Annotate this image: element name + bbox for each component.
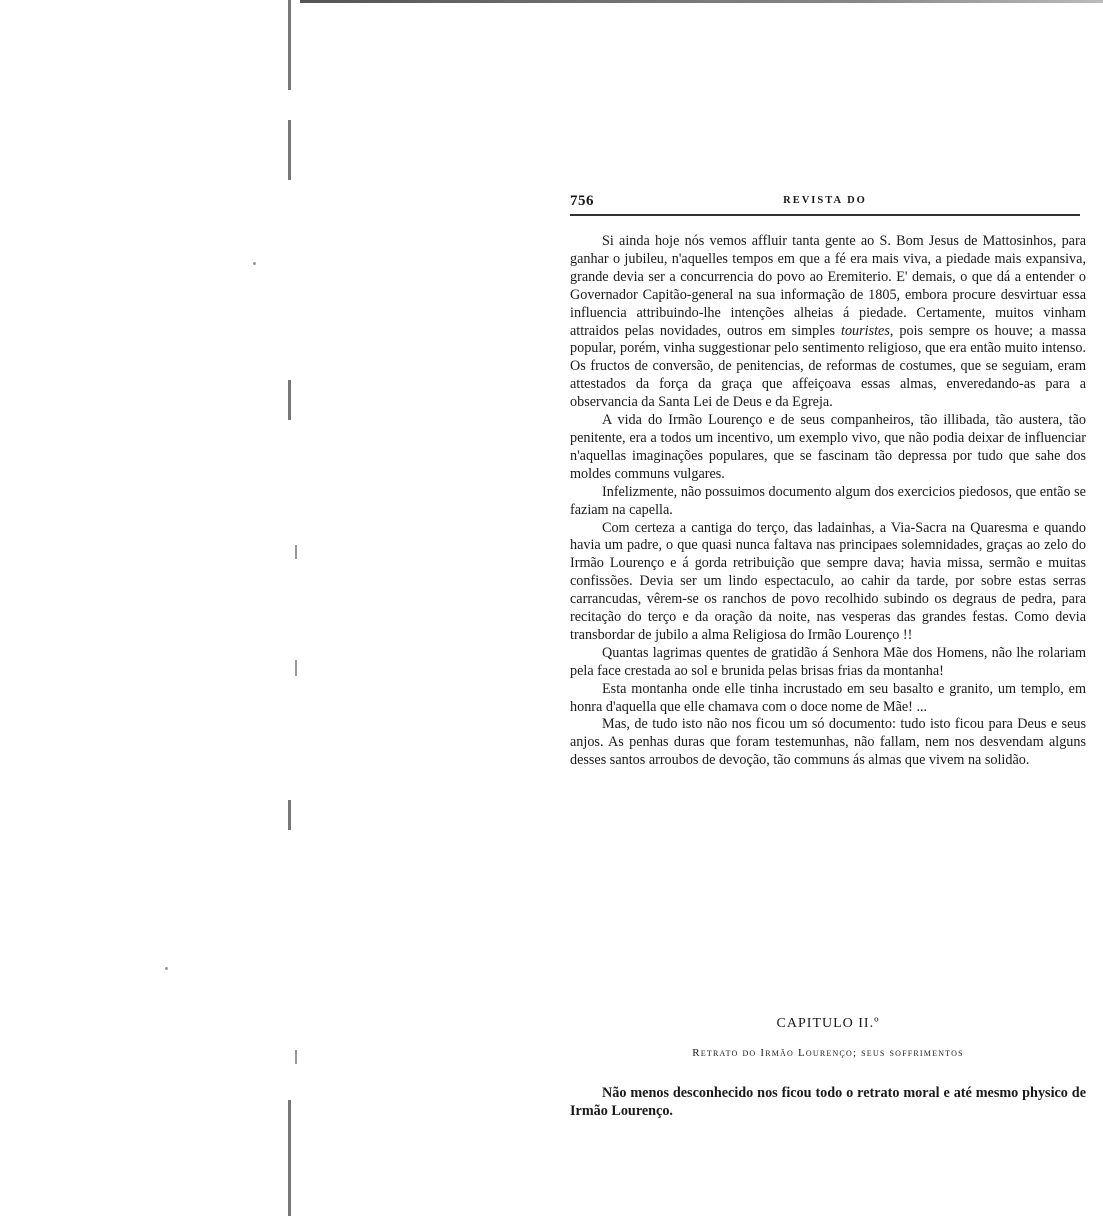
chapter-subtitle: Retrato do Irmão Lourenço; seus soffrimentos [692, 1047, 964, 1059]
paragraph: Si ainda hoje nós vemos affluir tanta gente ao S. Bom Jesus de Mattosinhos, para ganhar o jubileu, n'aquelles tempos em que a fé era mais viva, a piedade mais expansiva, grande devia ser a concurrencia do povo ao Eremiterio. E' demais, o que dá a entender o Governador Capitão-general na sua informação de 1805, embora procure desvirtuar essa influencia attribuindo-lhe intenções alheias á piedade. Certamente, muitos vinham attraidos pelas novidades, outros em simples touristes, pois sempre os houve; a massa popular, porém, vinha suggestionar pelo sentimento religioso, que era então muito intenso. Os fructos de conversão, de penitencias, de reformas de costumes, que se seguiam, eram attestados da força da graça que affeiçoava essas almas, enveredando-as para a observancia da Santa Lei de Deus e da Egreja. [570, 233, 1086, 411]
paragraph: Mas, de tudo isto não nos ficou um só documento: tudo isto ficou para Deus e seus anjos. As penhas duras que foram testemunhas, não fallam, nem nos desvendam alguns desses santos arroubos de devoção, tão communs ás almas que vivem na solidão. [570, 716, 1086, 769]
paragraph: Com certeza a cantiga do terço, das ladainhas, a Via-Sacra na Quaresma e quando havia um padre, o que quasi nunca faltava nas principaes solemnidades, graças ao zelo do Irmão Lourenço e á gorda retribuição que sempre dava; havia missa, sermão e muitas confissões. Devia ser um lindo espectaculo, ao cahir da tarde, por sobre estas serras carrancudas, vêrem-se os ranchos de povo recolhido subindo os degraus de pedra, para recitação do terço e da oração da noite, nas vesperas das grandes festas. Como devia transbordar de jubilo a alma Religiosa do Irmão Lourenço !! [570, 519, 1086, 643]
italic-word: touristes [841, 322, 890, 339]
header-rule [570, 214, 1080, 216]
scan-speck [253, 262, 256, 265]
paragraph: A vida do Irmão Lourenço e de seus companheiros, tão illibada, tão austera, tão penitente, era a todos um incentivo, um exemplo vivo, que não podia deixar de influenciar n'aquellas imaginações populares, que se fascinam tão depressa por tudo que sahe dos moldes communs vulgares. [570, 412, 1086, 482]
page-header [570, 193, 1080, 215]
page-number: 756 [570, 193, 594, 209]
paragraph: Esta montanha onde elle tinha incrustado em seu basalto e granito, um templo, em honra d'aquella que elle chamava com o doce nome de Mãe! ... [570, 680, 1086, 715]
paragraph: Quantas lagrimas quentes de gratidão á Senhora Mãe dos Homens, não lhe rolariam pela face crestada ao sol e brunida pelas brisas frias da montanha! [570, 644, 1086, 679]
scan-speck [165, 967, 168, 970]
paragraph: Infelizmente, não possuimos documento algum dos exercicios piedosos, que então se faziam na capella. [570, 483, 1086, 518]
chapter-first-paragraph: Não menos desconhecido nos ficou todo o retrato moral e até mesmo physico de Irmão Lourenço. [570, 1085, 1086, 1119]
scan-binding-edge [286, 0, 300, 1216]
running-head: REVISTA DO [783, 195, 867, 206]
scan-top-edge [300, 0, 1103, 3]
chapter-title: CAPITULO II.º [776, 1016, 880, 1031]
body-text [570, 233, 1086, 770]
